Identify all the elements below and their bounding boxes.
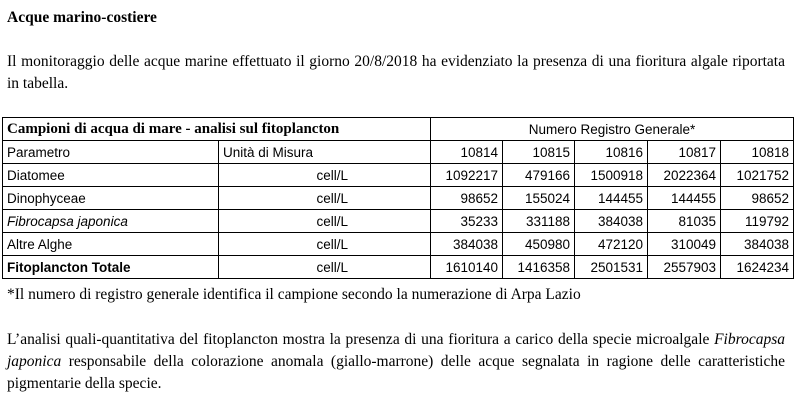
unit-cell: cell/L <box>219 210 431 233</box>
value-cell: 119792 <box>721 210 794 233</box>
closing-paragraph <box>7 329 785 395</box>
unit-header: Unità di Misura <box>219 141 431 164</box>
value-cell: 98652 <box>431 187 503 210</box>
total-param-cell: Fitoplancton Totale <box>3 256 219 279</box>
sample-id: 10817 <box>648 141 721 164</box>
column-header-row <box>3 141 794 164</box>
closing-text-before: L’analisi quali-quantitativa del fitoplancton mostra la presenza di una fioritura a carico della specie microalgale <box>7 331 715 348</box>
param-header: Parametro <box>3 141 219 164</box>
unit-cell: cell/L <box>219 233 431 256</box>
total-value-cell: 1416358 <box>503 256 575 279</box>
value-cell: 81035 <box>648 210 721 233</box>
sample-id: 10816 <box>575 141 648 164</box>
value-cell: 144455 <box>575 187 648 210</box>
value-cell: 331188 <box>503 210 575 233</box>
table-row <box>3 233 794 256</box>
value-cell: 450980 <box>503 233 575 256</box>
param-cell: Altre Alghe <box>3 233 219 256</box>
phytoplankton-table-container <box>2 117 793 279</box>
unit-cell: cell/L <box>219 164 431 187</box>
table-row <box>3 164 794 187</box>
total-row <box>3 256 794 279</box>
species-name: Fibrocapsa japonica <box>7 331 785 370</box>
value-cell: 384038 <box>721 233 794 256</box>
param-cell: Dinophyceae <box>3 187 219 210</box>
value-cell: 1021752 <box>721 164 794 187</box>
section-heading: Acque marino-costiere <box>7 9 157 26</box>
table-title: Campioni di acqua di mare - analisi sul fitoplancton <box>3 118 431 141</box>
unit-cell: cell/L <box>219 187 431 210</box>
value-cell: 144455 <box>648 187 721 210</box>
closing-text-after: responsabile della colorazione anomala (giallo-marrone) delle acque segnalata in ragione delle caratteristiche pigmentarie della specie. <box>7 353 785 392</box>
sample-id: 10815 <box>503 141 575 164</box>
sample-id: 10818 <box>721 141 794 164</box>
value-cell: 479166 <box>503 164 575 187</box>
value-cell: 155024 <box>503 187 575 210</box>
value-cell: 472120 <box>575 233 648 256</box>
param-cell: Fibrocapsa japonica <box>3 210 219 233</box>
total-value-cell: 2501531 <box>575 256 648 279</box>
value-cell: 1092217 <box>431 164 503 187</box>
table-row <box>3 210 794 233</box>
value-cell: 384038 <box>431 233 503 256</box>
table-title-row <box>3 118 794 141</box>
value-cell: 35233 <box>431 210 503 233</box>
sample-id: 10814 <box>431 141 503 164</box>
total-value-cell: 2557903 <box>648 256 721 279</box>
unit-cell: cell/L <box>219 256 431 279</box>
value-cell: 98652 <box>721 187 794 210</box>
value-cell: 384038 <box>575 210 648 233</box>
table-footnote: *Il numero di registro generale identifica il campione secondo la numerazione di Arpa Lazio <box>7 286 581 303</box>
param-cell: Diatomee <box>3 164 219 187</box>
intro-paragraph: Il monitoraggio delle acque marine effettuato il giorno 20/8/2018 ha evidenziato la presenza di una fioritura algale riportata in tabella. <box>7 53 785 92</box>
registry-header: Numero Registro Generale* <box>431 118 794 141</box>
total-value-cell: 1624234 <box>721 256 794 279</box>
table-row <box>3 187 794 210</box>
value-cell: 1500918 <box>575 164 648 187</box>
total-value-cell: 1610140 <box>431 256 503 279</box>
phytoplankton-table <box>2 117 794 279</box>
value-cell: 2022364 <box>648 164 721 187</box>
value-cell: 310049 <box>648 233 721 256</box>
